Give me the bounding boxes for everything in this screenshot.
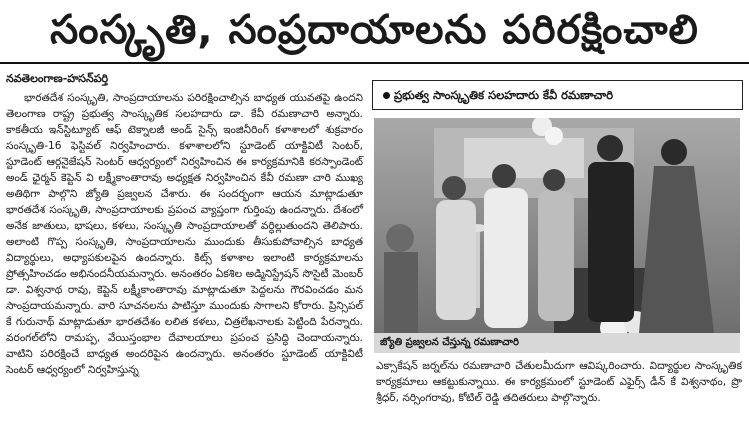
photo-caption: జ్యోతి ప్రజ్వలన చేస్తున్న రమణాచారి (374, 333, 740, 353)
article-body-left (6, 90, 363, 378)
headline: సంస్కృతి, సంప్రదాయాలను పరిరక్షించాలి (50, 7, 699, 53)
bullet-icon (383, 92, 390, 99)
article-body-right (376, 358, 742, 406)
headline-rule (0, 62, 749, 64)
dateline: నవతెలంగాణ-హసన్‌పర్తి (6, 72, 109, 85)
body-paragraph: భారతదేశ సంస్కృతి, సాంప్రదాయాలను పరిరక్షించాల్సిన బాధ్యత యువతపై ఉందని తెలంగాణ రాష్ట్ర ప్రభుత్వ సాంస్కృతిక సలహదారు డా. కేవీ రమణాచారి అన్నారు. కాకతీయ ఇన్‌స్టిట్యూట్ ఆఫ్ టెక్నాలజీ అండ్ సైన్స్ ఇంజినీరింగ్ కళాశాలలో శుక్రవారం సంస్కృతి-16 ఫెస్టివల్ నిర్వహించారు. కళాశాలలోని స్టూడెంట్ యాక్టివిటీ సెంటర్, స్టూడెంట్ ఆర్గనైజేషన్ సెంటర్ ఆధ్వర్యంలో నిర్వహించిన ఈ కార్యక్రమానికి కరస్పాండెంట్ అండ్ ఛైర్మన్ కెప్టెన్ వి లక్ష్మీకాంతారావు అధ్యక్షత నిర్వహించిన కేవీ రమణా చారి ముఖ్య అతిథిగా పాల్గొని జ్యోతి ప్రజ్వలన చేశారు. ఈ సందర్భంగా ఆయన మాట్లాడుతూ భారతదేశ సంస్కృతి, సాంప్రదాయాలకు ప్రపంచ వ్యాప్తంగా గుర్తింపు ఉందన్నారు. దేశంలో అనేక జాతులు, భాషలు, కళలు, సంస్కృతి సాంప్రదాయాలతో వర్ధిల్లుతుందని తెలిపారు. అలాంటి గొప్ప సంస్కృతి, సాంప్రదాయాలను ముందుకు తీసుకుపోవాల్సిన బాధ్యత విద్యార్థులు, అధ్యాపకులపైన ఉందన్నారు. కిట్స్ కళాశాల ఇలాంటి కార్యక్రమాలను ప్రోత్సహించడం అభినందనీయమన్నారు. అనంతరం ఏకశిల అడ్మినిస్ట్రేషన్ సొసైటీ మెంబర్ డా. విశ్వనాథ రావు, కెప్టెన్ లక్ష్మీకాంతారావు మాట్లాడుతూ పెద్దలను గౌరవించడం మన సాంప్రదాయమన్నారు. వారి సూచనలను పాటిస్తూ ముందుకు సాగాలని కోరారు. ప్రిన్సిపల్ కే గురునాథ్ మాట్లాడుతూ భారతదేశం లలిత కళలు, చిత్రలేఖనాలకు పెట్టింది పేరన్నారు. వరంగల్‌లోని రామప్ప, వేయిస్తంభాల దేవాలయాలు ప్రపంచ ప్రసిద్ధి చెందాయన్నారు. వాటిని పరిరక్షించే బాధ్యత అందరిపైన ఉందన్నారు. అనంతరం స్టూడెంట్ యాక్టివిటీ సెంటర్ ఆధ్వర్యంలో నిర్వహిస్తున్న (6, 92, 363, 376)
body-paragraph: ఎక్సాకేషన్ జర్నల్‌ను రమణాచారి చేతులమీదుగా ఆవిష్కరించారు. విద్యార్థుల సాంస్కృతిక కార్యక్రమాలు ఆకట్టుకున్నాయి. ఈ కార్యక్రమంలో స్టూడెంట్ ఎఫైర్స్ డీన్ కే విశ్వనాథం, ప్రొ శ్రీధర్, నర్సింగరావు, కోటిల్ రెడ్డి తదితరులు పాల్గొన్నారు. (376, 360, 742, 404)
subhead-box (372, 80, 743, 110)
subhead-text: ప్రభుత్వ సాంస్కృతిక సలహదారు కేవీ రమణాచారి (394, 88, 614, 102)
photo-image (374, 118, 740, 333)
article-photo (374, 118, 740, 333)
